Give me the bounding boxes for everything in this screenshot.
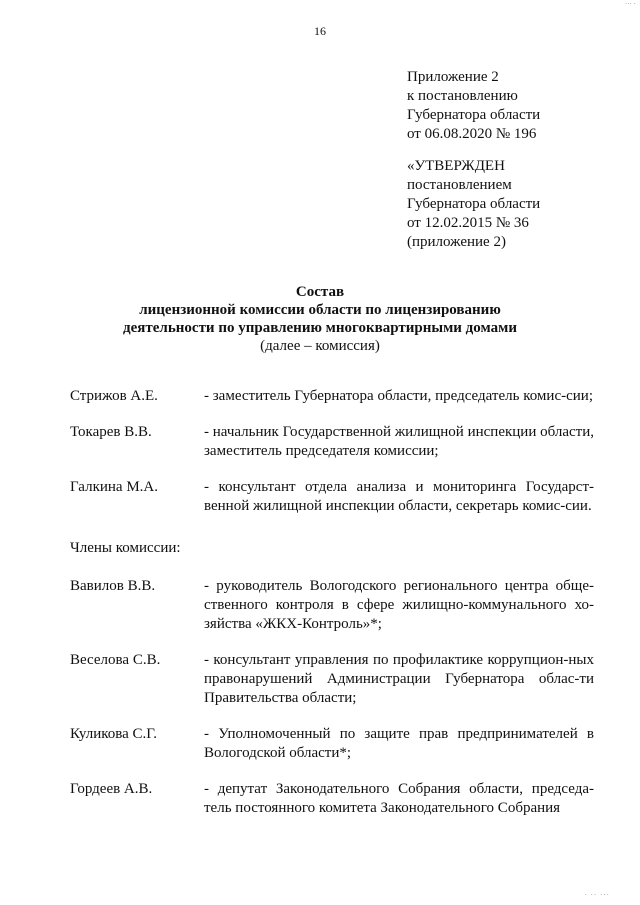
title-line: Состав [295, 284, 345, 300]
member-role: - руководитель Вологодского регионального центра обще-ственного контроля в сфере жилищно-коммунального хо-зяйства «ЖКХ-Контроль»*; [204, 578, 594, 632]
title-line: деятельности по управлению многоквартирными домами [123, 320, 517, 336]
title-subline: (далее – комиссия) [260, 338, 380, 354]
member-row [70, 387, 600, 406]
member-name: Стрижов А.Е. [70, 388, 158, 404]
member-row [70, 478, 600, 516]
appendix-line: Приложение 2 [407, 69, 499, 85]
member-name: Куликова С.Г. [70, 726, 158, 742]
footer-scan-mark: · ·· ··· [584, 891, 610, 899]
members-section-label: Члены комиссии: [70, 540, 181, 556]
member-name: Вавилов В.В. [70, 578, 156, 594]
member-name: Гордеев А.В. [70, 781, 153, 797]
member-name: Токарев В.В. [70, 424, 152, 440]
member-role: - консультант управления по профилактике коррупцион-ных правонарушений Администрации Губернатора облас-ти Правительства области; [204, 652, 594, 706]
appendix-line: Губернатора области [407, 107, 541, 123]
appendix-line: к постановлению [407, 88, 518, 104]
appendix-reference [407, 68, 622, 144]
page-number: 16 [314, 24, 326, 38]
approval-line: от 12.02.2015 № 36 [407, 215, 529, 231]
member-role: - депутат Законодательного Собрания области, председа-тель постоянного комитета Законодательного Собрания [204, 781, 594, 816]
member-row [70, 577, 600, 634]
approval-line: постановлением [407, 177, 512, 193]
approval-line: Губернатора области [407, 196, 541, 212]
appendix-line: от 06.08.2020 № 196 [407, 126, 537, 142]
member-role: - консультант отдела анализа и мониторинга Государст-венной жилищной инспекции области, секретарь комис-сии. [204, 479, 594, 514]
approval-line: (приложение 2) [407, 234, 506, 250]
member-role: - Уполномоченный по защите прав предпринимателей в Вологодской области*; [204, 726, 594, 761]
member-role: - заместитель Губернатора области, председатель комис-сии; [204, 388, 593, 404]
document-title [0, 283, 640, 355]
commission-list [70, 387, 600, 818]
title-line: лицензионной комиссии области по лицензированию [139, 302, 501, 318]
approval-stamp-text [407, 157, 622, 252]
member-name: Галкина М.А. [70, 479, 158, 495]
member-row [70, 651, 600, 708]
member-role: - начальник Государственной жилищной инспекции области, заместитель председателя комиссии; [204, 424, 594, 459]
member-row [70, 725, 600, 763]
member-row [70, 423, 600, 461]
member-row [70, 780, 600, 818]
member-name: Веселова С.В. [70, 652, 161, 668]
corner-scan-mark: ··· · [624, 0, 636, 8]
approval-line: «УТВЕРЖДЕН [407, 158, 505, 174]
